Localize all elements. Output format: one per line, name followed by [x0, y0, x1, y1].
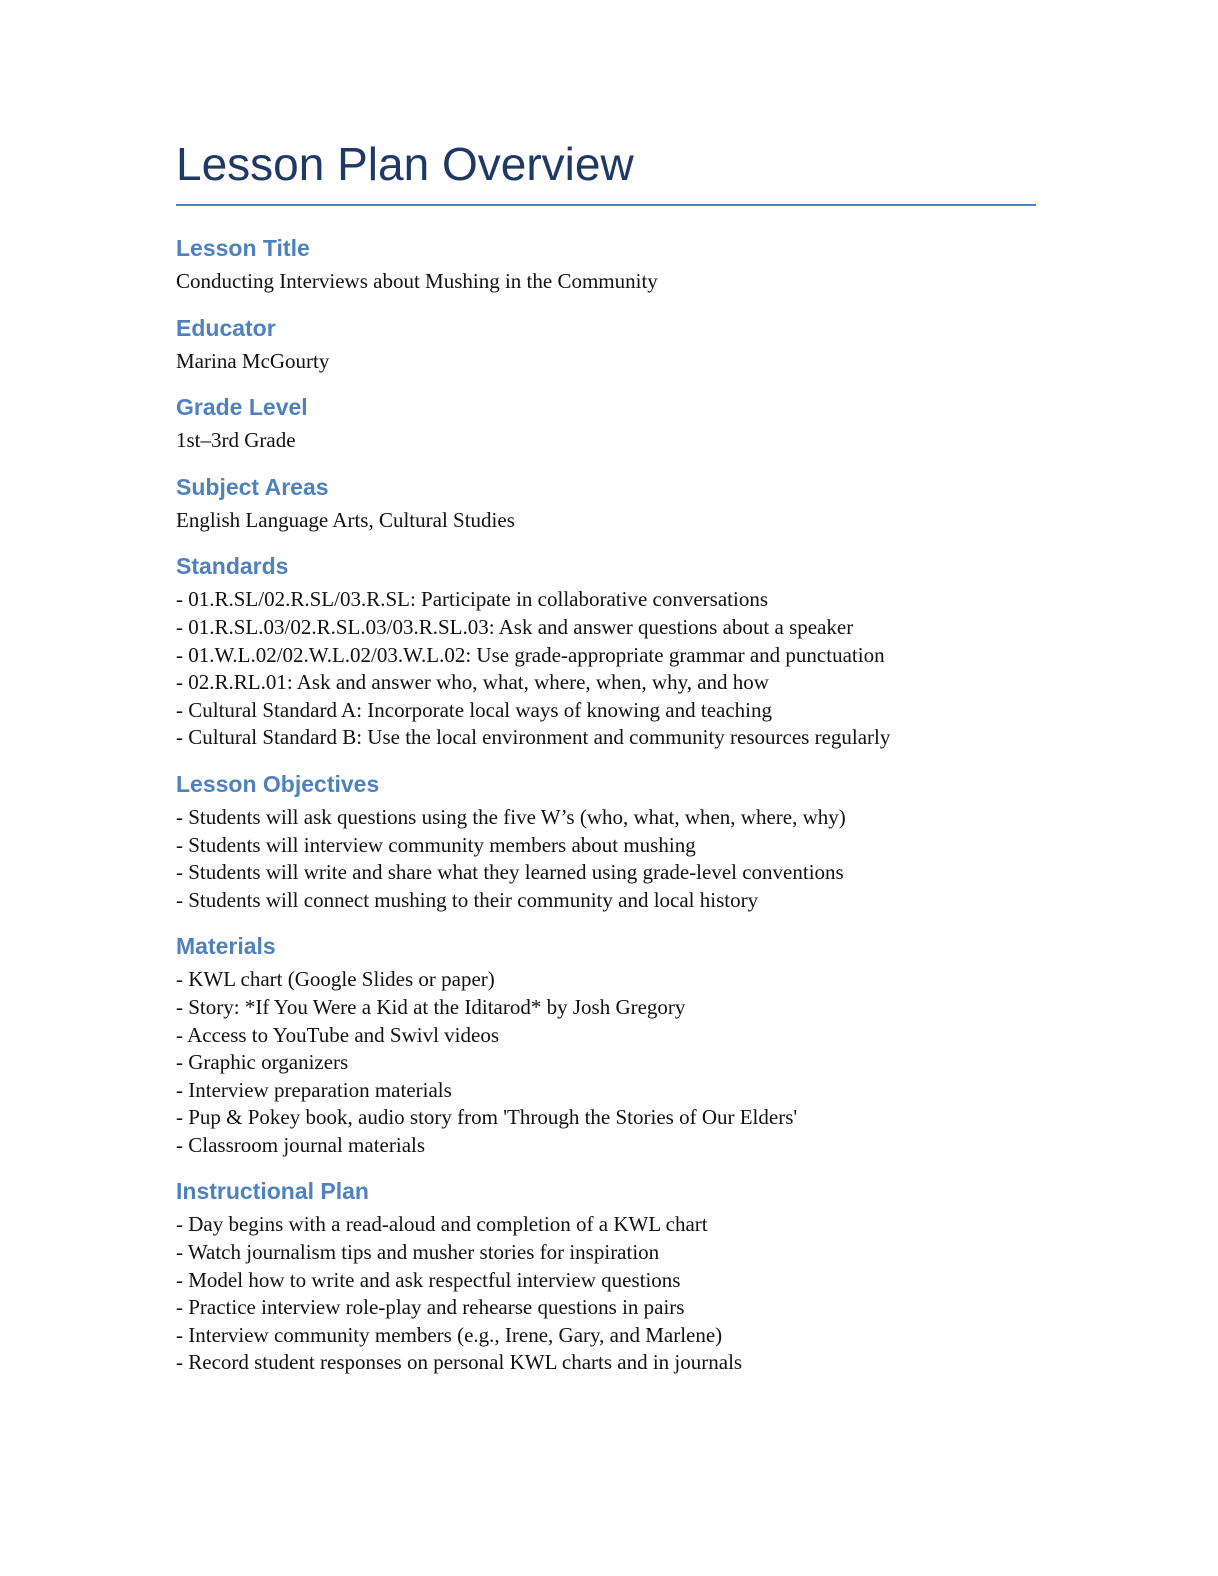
- page-title: Lesson Plan Overview: [176, 138, 634, 190]
- list-item: - Story: *If You Were a Kid at the Iditarod* by Josh Gregory: [176, 994, 686, 1019]
- list-item: - 01.W.L.02/02.W.L.02/03.W.L.02: Use grade-appropriate grammar and punctuation: [176, 642, 885, 667]
- list-item: - Record student responses on personal KWL charts and in journals: [176, 1350, 743, 1375]
- section-heading-standards: Standards: [176, 553, 289, 580]
- section-subject-areas: [176, 471, 1036, 535]
- list-item: - Model how to write and ask respectful interview questions: [176, 1267, 681, 1292]
- list-item: - Interview community members (e.g., Irene, Gary, and Marlene): [176, 1322, 723, 1347]
- grade-level-text: 1st–3rd Grade: [176, 428, 296, 453]
- section-body-subject-areas: [176, 507, 1036, 535]
- list-item: - Interview preparation materials: [176, 1077, 452, 1102]
- section-grade-level: [176, 391, 1036, 455]
- section-body-standards: [176, 586, 1036, 752]
- section-body-educator: [176, 348, 1036, 376]
- section-instructional-plan: [176, 1175, 1036, 1377]
- section-standards: [176, 550, 1036, 752]
- section-lesson-objectives: [176, 768, 1036, 914]
- list-item: - Cultural Standard B: Use the local environment and community resources regularly: [176, 725, 891, 750]
- section-body-materials: [176, 966, 1036, 1159]
- list-item: - 02.R.RL.01: Ask and answer who, what, where, when, why, and how: [176, 670, 769, 695]
- section-heading-materials: Materials: [176, 933, 276, 960]
- list-item: - Students will ask questions using the five W’s (who, what, when, where, why): [176, 804, 846, 829]
- lesson-title-text: Conducting Interviews about Mushing in the Community: [176, 269, 658, 293]
- section-heading-lesson-objectives: Lesson Objectives: [176, 770, 380, 797]
- section-heading-educator: Educator: [176, 314, 276, 341]
- sections-container: [176, 232, 1036, 1393]
- section-lesson-title: [176, 232, 1036, 296]
- section-body-lesson-title: [176, 268, 1036, 296]
- section-educator: [176, 312, 1036, 376]
- list-item: - Practice interview role-play and rehearse questions in pairs: [176, 1295, 685, 1320]
- list-item: - Pup & Pokey book, audio story from 'Through the Stories of Our Elders': [176, 1105, 798, 1130]
- list-item: - Watch journalism tips and musher stories for inspiration: [176, 1240, 660, 1265]
- list-item: - Cultural Standard A: Incorporate local ways of knowing and teaching: [176, 697, 772, 722]
- list-item: - Classroom journal materials: [176, 1132, 426, 1157]
- section-heading-grade-level: Grade Level: [176, 394, 308, 421]
- section-heading-lesson-title: Lesson Title: [176, 235, 310, 261]
- list-item: - Students will write and share what they learned using grade-level conventions: [176, 860, 844, 885]
- list-item: - KWL chart (Google Slides or paper): [176, 967, 495, 992]
- section-body-grade-level: [176, 427, 1036, 455]
- list-item: - 01.R.SL.03/02.R.SL.03/03.R.SL.03: Ask and answer questions about a speaker: [176, 614, 854, 639]
- section-body-lesson-objectives: [176, 804, 1036, 914]
- list-item: - Students will interview community members about mushing: [176, 832, 696, 857]
- subject-areas-text: English Language Arts, Cultural Studies: [176, 507, 515, 532]
- list-item: - 01.R.SL/02.R.SL/03.R.SL: Participate in collaborative conversations: [176, 587, 768, 612]
- title-divider: [176, 204, 1036, 206]
- educator-name: Marina McGourty: [176, 348, 330, 373]
- section-heading-instructional-plan: Instructional Plan: [176, 1178, 369, 1205]
- section-heading-subject-areas: Subject Areas: [176, 473, 329, 500]
- list-item: - Students will connect mushing to their community and local history: [176, 887, 759, 912]
- list-item: - Graphic organizers: [176, 1050, 349, 1075]
- section-body-instructional-plan: [176, 1211, 1036, 1377]
- section-materials: [176, 930, 1036, 1159]
- list-item: - Day begins with a read-aloud and completion of a KWL chart: [176, 1212, 708, 1237]
- list-item: - Access to YouTube and Swivl videos: [176, 1022, 499, 1047]
